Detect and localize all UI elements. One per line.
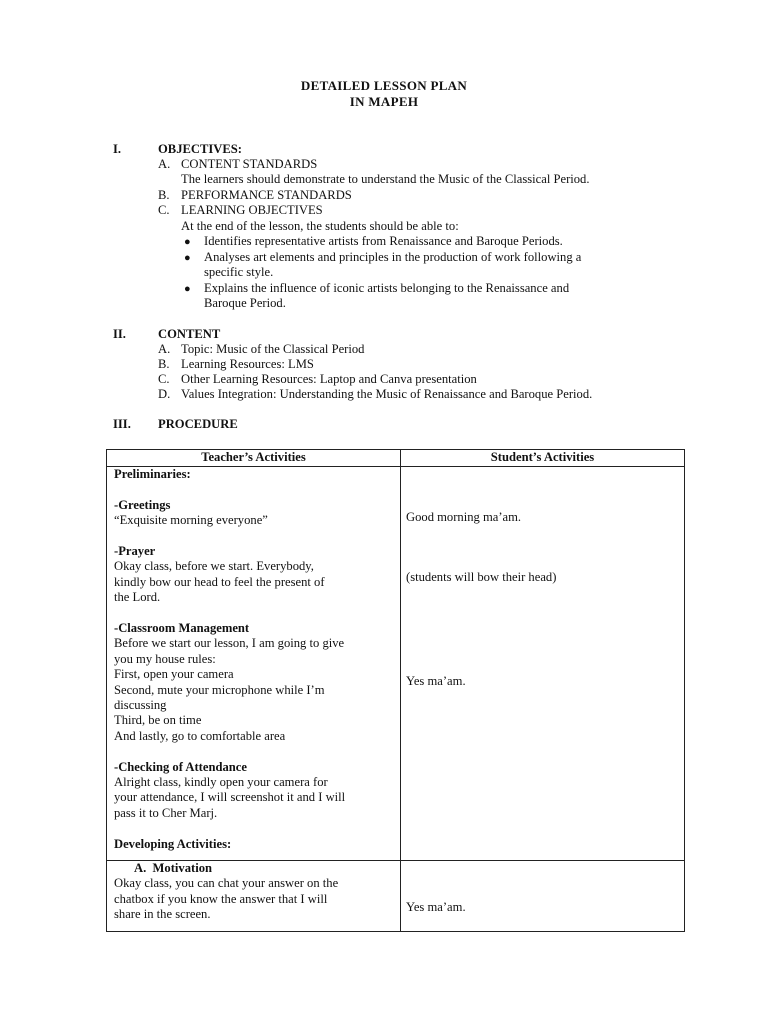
objective-bullet-text: Analyses art elements and principles in the production of work following a — [204, 250, 582, 264]
management-line: you my house rules: — [114, 651, 216, 666]
student-activities-cell — [401, 467, 685, 861]
table-row — [107, 861, 685, 932]
objectives-c-label: LEARNING OBJECTIVES — [181, 203, 323, 217]
greetings-heading: -Greetings — [114, 497, 171, 512]
page-subtitle: IN MAPEH — [349, 94, 419, 109]
developing-activities-heading: Developing Activities: — [114, 836, 232, 851]
page-title: DETAILED LESSON PLAN — [300, 78, 468, 93]
objective-bullet-text: Baroque Period. — [204, 296, 286, 310]
student-response-greeting: Good morning ma’am. — [406, 510, 522, 524]
management-line: First, open your camera — [114, 667, 234, 682]
student-response-motivation: Yes ma’am. — [406, 900, 466, 914]
management-line: And lastly, go to comfortable area — [114, 728, 286, 743]
content-heading: CONTENT — [158, 327, 221, 341]
teacher-activities-cell — [107, 861, 401, 932]
management-line: Second, mute your microphone while I’m — [114, 682, 325, 697]
procedure-numeral: III. — [113, 417, 131, 431]
management-line: Before we start our lesson, I am going to give — [114, 636, 345, 651]
classroom-management-heading: -Classroom Management — [114, 621, 250, 636]
content-item-letter: C. — [158, 372, 170, 386]
objectives-a-text: The learners should demonstrate to understand the Music of the Classical Period. — [181, 172, 590, 186]
motivation-line: share in the screen. — [114, 907, 211, 922]
student-response-prayer: (students will bow their head) — [406, 570, 557, 584]
bullet-icon: ● — [184, 283, 191, 295]
motivation-heading: A. Motivation — [134, 861, 213, 875]
objective-bullet-text: specific style. — [204, 265, 274, 279]
objectives-b-label: PERFORMANCE STANDARDS — [181, 188, 352, 202]
teacher-activities-cell — [107, 467, 401, 861]
content-item-letter: A. — [158, 342, 171, 356]
content-item-letter: D. — [158, 387, 171, 401]
objectives-c-letter: C. — [158, 203, 170, 217]
objectives-heading: OBJECTIVES: — [158, 142, 242, 156]
objectives-a-letter: A. — [158, 157, 171, 171]
student-response-management: Yes ma’am. — [406, 674, 466, 688]
procedure-table — [106, 449, 685, 932]
content-item-text: Values Integration: Understanding the Music of Renaissance and Baroque Period. — [181, 387, 593, 401]
attendance-line: your attendance, I will screenshot it and I will — [114, 790, 346, 805]
attendance-line: pass it to Cher Marj. — [114, 805, 218, 820]
table-row — [107, 467, 685, 861]
preliminaries-heading: Preliminaries: — [114, 467, 191, 481]
prayer-heading: -Prayer — [114, 544, 156, 558]
motivation-line: Okay class, you can chat your answer on the — [114, 876, 339, 891]
objective-bullet-text: Explains the influence of iconic artists belonging to the Renaissance and — [204, 281, 570, 295]
content-item-text: Other Learning Resources: Laptop and Canva presentation — [181, 372, 477, 386]
objectives-c-intro: At the end of the lesson, the students should be able to: — [181, 219, 459, 233]
objectives-a-label: CONTENT STANDARDS — [181, 157, 318, 171]
content-numeral: II. — [113, 327, 126, 341]
attendance-heading: -Checking of Attendance — [114, 759, 247, 774]
greetings-text: “Exquisite morning everyone” — [114, 513, 268, 528]
content-item-text: Topic: Music of the Classical Period — [181, 342, 365, 356]
objectives-numeral: I. — [113, 142, 122, 156]
prayer-line: Okay class, before we start. Everybody, — [114, 559, 314, 574]
content-item-text: Learning Resources: LMS — [181, 357, 314, 371]
column-header-student: Student’s Activities — [401, 450, 685, 467]
content-item-letter: B. — [158, 357, 170, 371]
management-line: Third, be on time — [114, 713, 202, 728]
prayer-line: kindly bow our head to feel the present of — [114, 574, 325, 589]
student-activities-cell — [401, 861, 685, 932]
motivation-line: chatbox if you know the answer that I will — [114, 891, 328, 906]
column-header-teacher: Teacher’s Activities — [107, 450, 401, 467]
attendance-line: Alright class, kindly open your camera for — [114, 775, 328, 790]
objectives-b-letter: B. — [158, 188, 170, 202]
bullet-icon: ● — [184, 252, 191, 264]
prayer-line: the Lord. — [114, 590, 161, 605]
procedure-heading: PROCEDURE — [158, 417, 238, 431]
table-header-row — [107, 450, 685, 467]
bullet-icon: ● — [184, 236, 191, 248]
objective-bullet-text: Identifies representative artists from Renaissance and Baroque Periods. — [204, 234, 563, 248]
management-line: discussing — [114, 698, 167, 713]
